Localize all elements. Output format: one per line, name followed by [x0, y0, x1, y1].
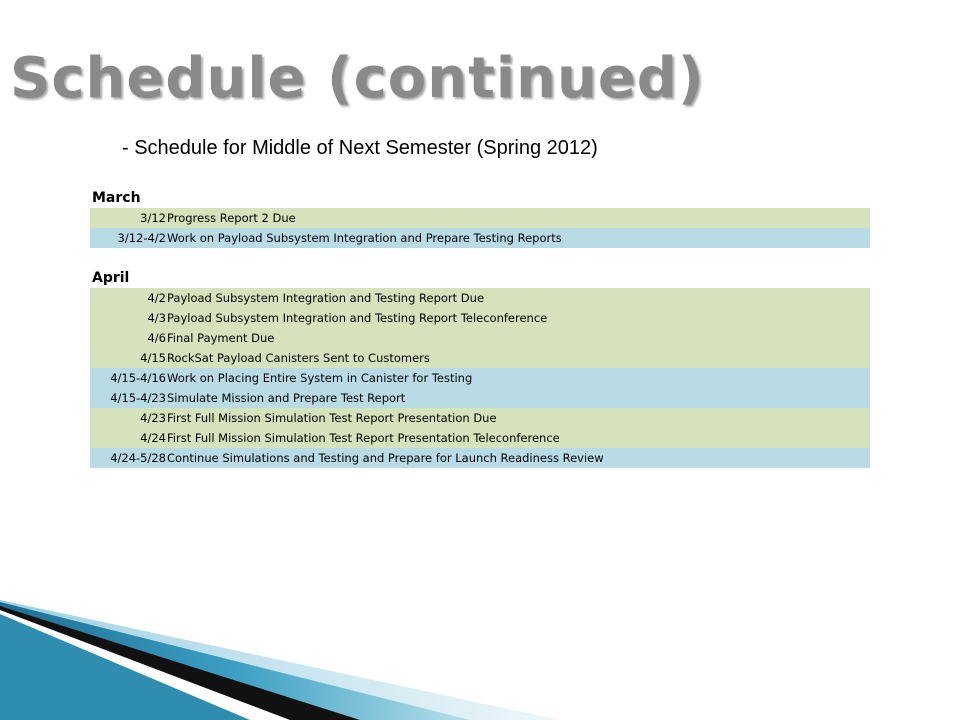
row-task: Final Payment Due — [167, 331, 275, 345]
row-task: Work on Placing Entire System in Canister for Testing — [167, 371, 473, 385]
schedule-table — [90, 188, 870, 468]
month-header-march: March — [92, 190, 141, 206]
row-date: 4/24-5/28 — [110, 451, 166, 465]
row-task: First Full Mission Simulation Test Report Presentation Due — [167, 411, 497, 425]
table-row — [90, 228, 870, 248]
row-task: RockSat Payload Canisters Sent to Customers — [167, 351, 430, 365]
table-row — [90, 368, 870, 388]
table-row — [90, 408, 870, 428]
row-task: Work on Payload Subsystem Integration and Prepare Testing Reports — [167, 231, 562, 245]
table-row — [90, 328, 870, 348]
month-header-april: April — [92, 270, 130, 286]
row-task: Simulate Mission and Prepare Test Report — [167, 391, 406, 405]
row-date: 3/12 — [140, 211, 166, 225]
row-date: 4/15 — [140, 351, 166, 365]
slide-subtitle: - Schedule for Middle of Next Semester (Spring 2012) — [122, 137, 598, 159]
decorative-swoosh — [0, 600, 960, 720]
row-date: 4/6 — [147, 331, 166, 345]
row-task: Payload Subsystem Integration and Testing Report Teleconference — [167, 311, 548, 325]
row-date: 4/24 — [140, 431, 166, 445]
march-rows — [90, 208, 870, 248]
row-date: 4/15-4/23 — [110, 391, 166, 405]
table-row — [90, 448, 870, 468]
row-date: 4/2 — [147, 291, 166, 305]
row-task: Progress Report 2 Due — [167, 211, 296, 225]
table-row — [90, 208, 870, 228]
row-date: 4/15-4/16 — [110, 371, 166, 385]
row-date: 4/23 — [140, 411, 166, 425]
row-task: Payload Subsystem Integration and Testing Report Due — [167, 291, 485, 305]
table-row — [90, 388, 870, 408]
table-row — [90, 348, 870, 368]
slide-title: Schedule (continued) — [10, 46, 705, 111]
row-date: 4/3 — [147, 311, 166, 325]
section-spacer — [90, 248, 870, 268]
row-task: First Full Mission Simulation Test Report Presentation Teleconference — [167, 431, 560, 445]
table-row — [90, 428, 870, 448]
table-row — [90, 288, 870, 308]
row-task: Continue Simulations and Testing and Prepare for Launch Readiness Review — [167, 451, 604, 465]
table-row — [90, 308, 870, 328]
row-date: 3/12-4/2 — [117, 231, 166, 245]
april-rows — [90, 288, 870, 468]
